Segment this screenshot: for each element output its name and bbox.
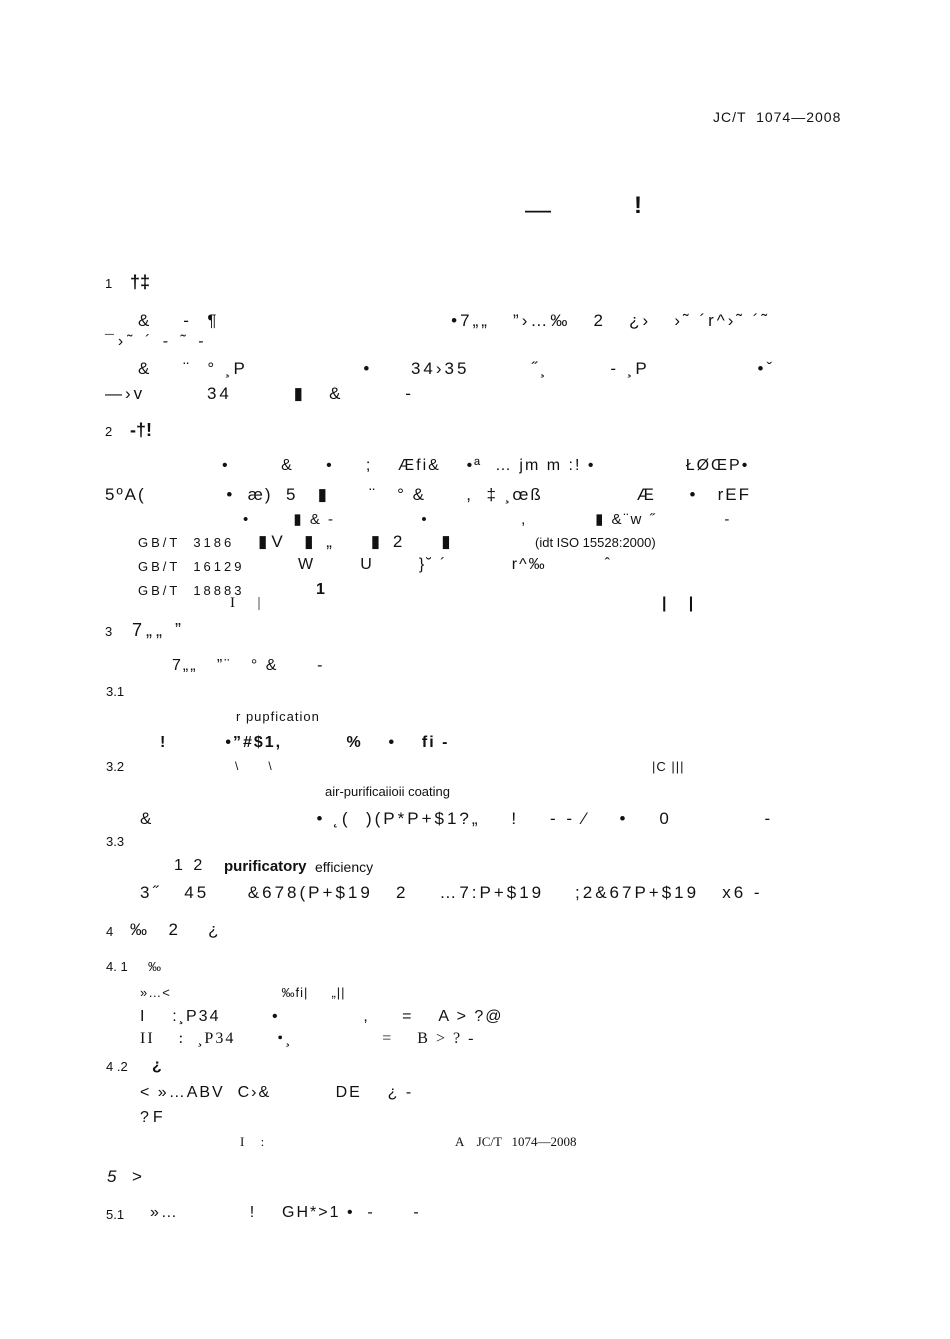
- definition-3-2-english: air-purificaiioii coating: [325, 784, 450, 799]
- definition-3-2-number: 3.2: [106, 759, 125, 774]
- section-3-intro: 7„„ ”¨ ° & -: [172, 657, 325, 674]
- section-2-line-1: • & • ; Æfi& •ª … jm m :! • ŁØŒP•: [222, 457, 750, 474]
- ref-3-code: GB/T 18883: [138, 583, 245, 598]
- section-2-line-2: 5ºA( • æ) 5 ▮ ¨ ° & , ‡ ¸œß Æ • rEF: [105, 485, 751, 504]
- clause-4-1-line-1: »…< ‰fi| „||: [140, 985, 346, 1000]
- note-label: I :: [240, 1134, 265, 1149]
- ref-1-title: ▮V ▮ „ ▮ 2 ▮: [258, 532, 455, 551]
- section-5-number: 5: [107, 1167, 117, 1186]
- definition-3-2-right-marks: |C |||: [652, 759, 685, 774]
- section-4-heading: ‰ 2 ¿: [130, 920, 223, 939]
- section-2-heading: -†!: [130, 420, 152, 440]
- section-2-number: 2: [105, 424, 113, 439]
- section-1-line-3: & ¨ ° ¸P • 34›35 ˝¸ - ¸P •ˇ: [138, 359, 776, 378]
- title-dash: —: [525, 194, 551, 224]
- clause-4-2-line-2: ?F: [140, 1109, 167, 1126]
- standard-number: JC/T 1074—2008: [713, 109, 842, 125]
- section-4-number: 4: [106, 924, 114, 939]
- ref-3-subline: I |: [230, 595, 261, 611]
- section-1-line-4: —›v 34 ▮ & -: [105, 384, 414, 403]
- ref-3-title: 1: [316, 581, 325, 598]
- clause-4-2-title: ¿: [152, 1057, 162, 1074]
- section-3-number: 3: [105, 624, 113, 639]
- definition-3-1-english: r pupfication: [236, 709, 320, 724]
- section-1-number: 1: [105, 276, 113, 291]
- clause-4-1-title: ‰: [148, 959, 161, 974]
- ref-2-title: W U }˘ ´ r^‰ ˆ: [298, 556, 612, 573]
- ref-1-note: (idt ISO 15528:2000): [535, 535, 656, 550]
- definition-3-3-prefix: 1 2: [174, 857, 206, 874]
- clause-4-2-number: 4 .2: [106, 1059, 128, 1074]
- clause-4-1-line-2: I :¸P34 • , = A > ?@: [140, 1008, 504, 1025]
- definition-3-3-english-bold: purificatory: [224, 858, 307, 875]
- clause-4-1-line-3: II : ¸P34 •¸ = B > ? -: [140, 1030, 476, 1047]
- definition-3-3-formula: 3˝ 45 &678(P+$19 2 …7:P+$19 ;2&67P+$19 x6 -: [140, 883, 763, 902]
- ref-1-code: GB/T 3186: [138, 535, 235, 550]
- section-1-line-1: & - ¶ •7„„ ”›…‰ 2 ¿› ›˜ ´r^›˜ ´˜: [138, 311, 771, 330]
- definition-3-2-marks: \ \: [235, 759, 272, 773]
- section-1-line-2: ¯›˜ ´ - ˜ -: [105, 333, 208, 350]
- definition-3-1-text: ! •”#$1, % • fi -: [160, 734, 450, 751]
- definition-3-3-english: efficiency: [315, 859, 374, 875]
- definition-3-3-number: 3.3: [106, 834, 125, 849]
- note-reference: A JC/T 1074—2008: [455, 1134, 577, 1149]
- definition-3-1-number: 3.1: [106, 684, 125, 699]
- clause-5-1-text: »… ! GH*>1 • - -: [150, 1204, 421, 1221]
- section-1-heading: †‡: [130, 272, 151, 292]
- clause-5-1-number: 5.1: [106, 1207, 125, 1222]
- section-2-line-3: • ▮ & - • , ▮ &¨w ˝ -: [243, 511, 732, 528]
- ref-2-code: GB/T 16129: [138, 559, 245, 574]
- title-mark: !: [634, 192, 642, 219]
- definition-3-2-text: & • ˛( )(P*P+$1?„ ! - - ⁄ • 0 -: [140, 809, 774, 828]
- ref-3-right-marks: | |: [662, 595, 694, 612]
- section-3-heading: 7„„ ”: [132, 620, 185, 640]
- clause-4-2-line-1: < »…ABV C›& DE ¿ -: [140, 1084, 414, 1101]
- section-5-heading: >: [132, 1167, 142, 1186]
- clause-4-1-number: 4. 1: [106, 959, 128, 974]
